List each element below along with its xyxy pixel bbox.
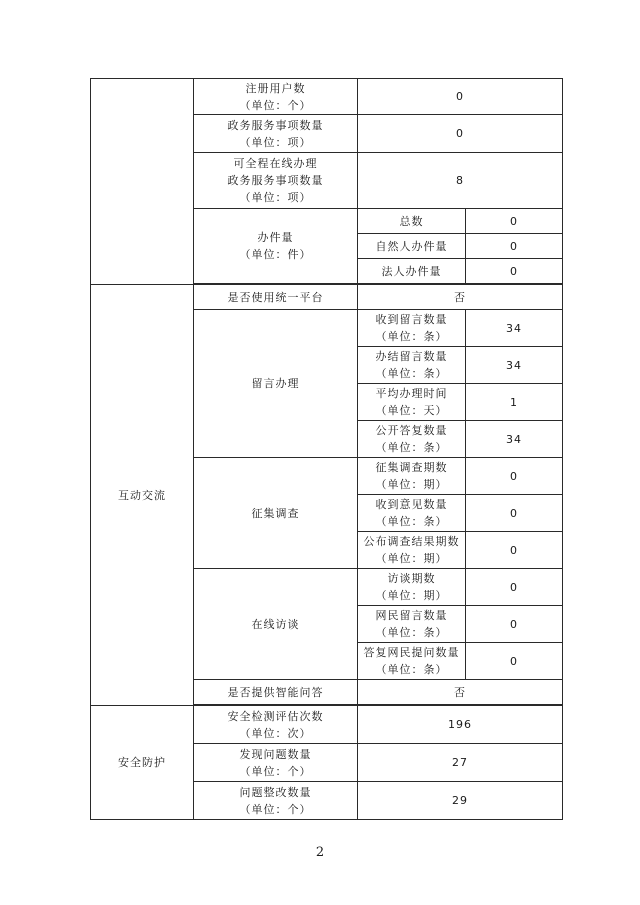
public-reply-value: 34 [466,421,563,458]
handling-total-value: 0 [466,209,563,234]
netizen-replies-value: 0 [466,643,563,680]
survey-results-value: 0 [466,532,563,569]
netizen-replies-label: 答复网民提问数量 （单位：条） [358,643,466,680]
msg-closed-label: 办结留言数量 （单位：条） [358,347,466,384]
gov-service-items-value: 0 [358,115,563,153]
message-handling-label: 留言办理 [194,310,358,458]
handling-volume-label: 办件量 （单位：件） [194,209,358,284]
security-checks-label: 安全检测评估次数 （单位：次） [194,706,358,744]
gov-service-items-label: 政务服务事项数量 （单位：项） [194,115,358,153]
unified-platform-value: 否 [358,285,563,310]
issues-fixed-label: 问题整改数量 （单位：个） [194,782,358,820]
security-section-label: 安全防护 [91,706,194,820]
msg-received-label: 收到留言数量 （单位：条） [358,310,466,347]
issues-found-value: 27 [358,744,563,782]
msg-received-value: 34 [466,310,563,347]
avg-handling-time-value: 1 [466,384,563,421]
handling-total-label: 总数 [358,209,466,234]
service-section-cell [91,79,194,285]
interview-periods-value: 0 [466,569,563,606]
smart-qa-value: 否 [358,680,563,705]
interaction-section-label: 互动交流 [91,285,194,706]
handling-natural-person-value: 0 [466,234,563,259]
table-row [91,706,563,744]
issues-found-label: 发现问题数量 （单位：个） [194,744,358,782]
handling-legal-person-value: 0 [466,259,563,284]
report-table-container [90,78,562,818]
page-number: 2 [315,845,325,860]
opinions-received-value: 0 [466,495,563,532]
security-checks-value: 196 [358,706,563,744]
full-online-items-label: 可全程在线办理 政务服务事项数量 （单位：项） [194,153,358,209]
table-row [91,285,563,310]
public-reply-label: 公开答复数量 （单位：条） [358,421,466,458]
survey-periods-label: 征集调查期数 （单位：期） [358,458,466,495]
avg-handling-time-label: 平均办理时间 （单位：天） [358,384,466,421]
survey-periods-value: 0 [466,458,563,495]
handling-legal-person-label: 法人办件量 [358,259,466,284]
msg-closed-value: 34 [466,347,563,384]
handling-natural-person-label: 自然人办件量 [358,234,466,259]
netizen-messages-label: 网民留言数量 （单位：条） [358,606,466,643]
issues-fixed-value: 29 [358,782,563,820]
registered-users-value: 0 [358,79,563,115]
survey-results-label: 公布调查结果期数 （单位：期） [358,532,466,569]
online-interview-label: 在线访谈 [194,569,358,680]
opinions-received-label: 收到意见数量 （单位：条） [358,495,466,532]
table-row [91,79,563,115]
smart-qa-label: 是否提供智能问答 [194,680,358,705]
netizen-messages-value: 0 [466,606,563,643]
interview-periods-label: 访谈期数 （单位：期） [358,569,466,606]
registered-users-label: 注册用户数 （单位：个） [194,79,358,115]
full-online-items-value: 8 [358,153,563,209]
unified-platform-label: 是否使用统一平台 [194,285,358,310]
statistics-table [90,78,563,820]
survey-label: 征集调查 [194,458,358,569]
